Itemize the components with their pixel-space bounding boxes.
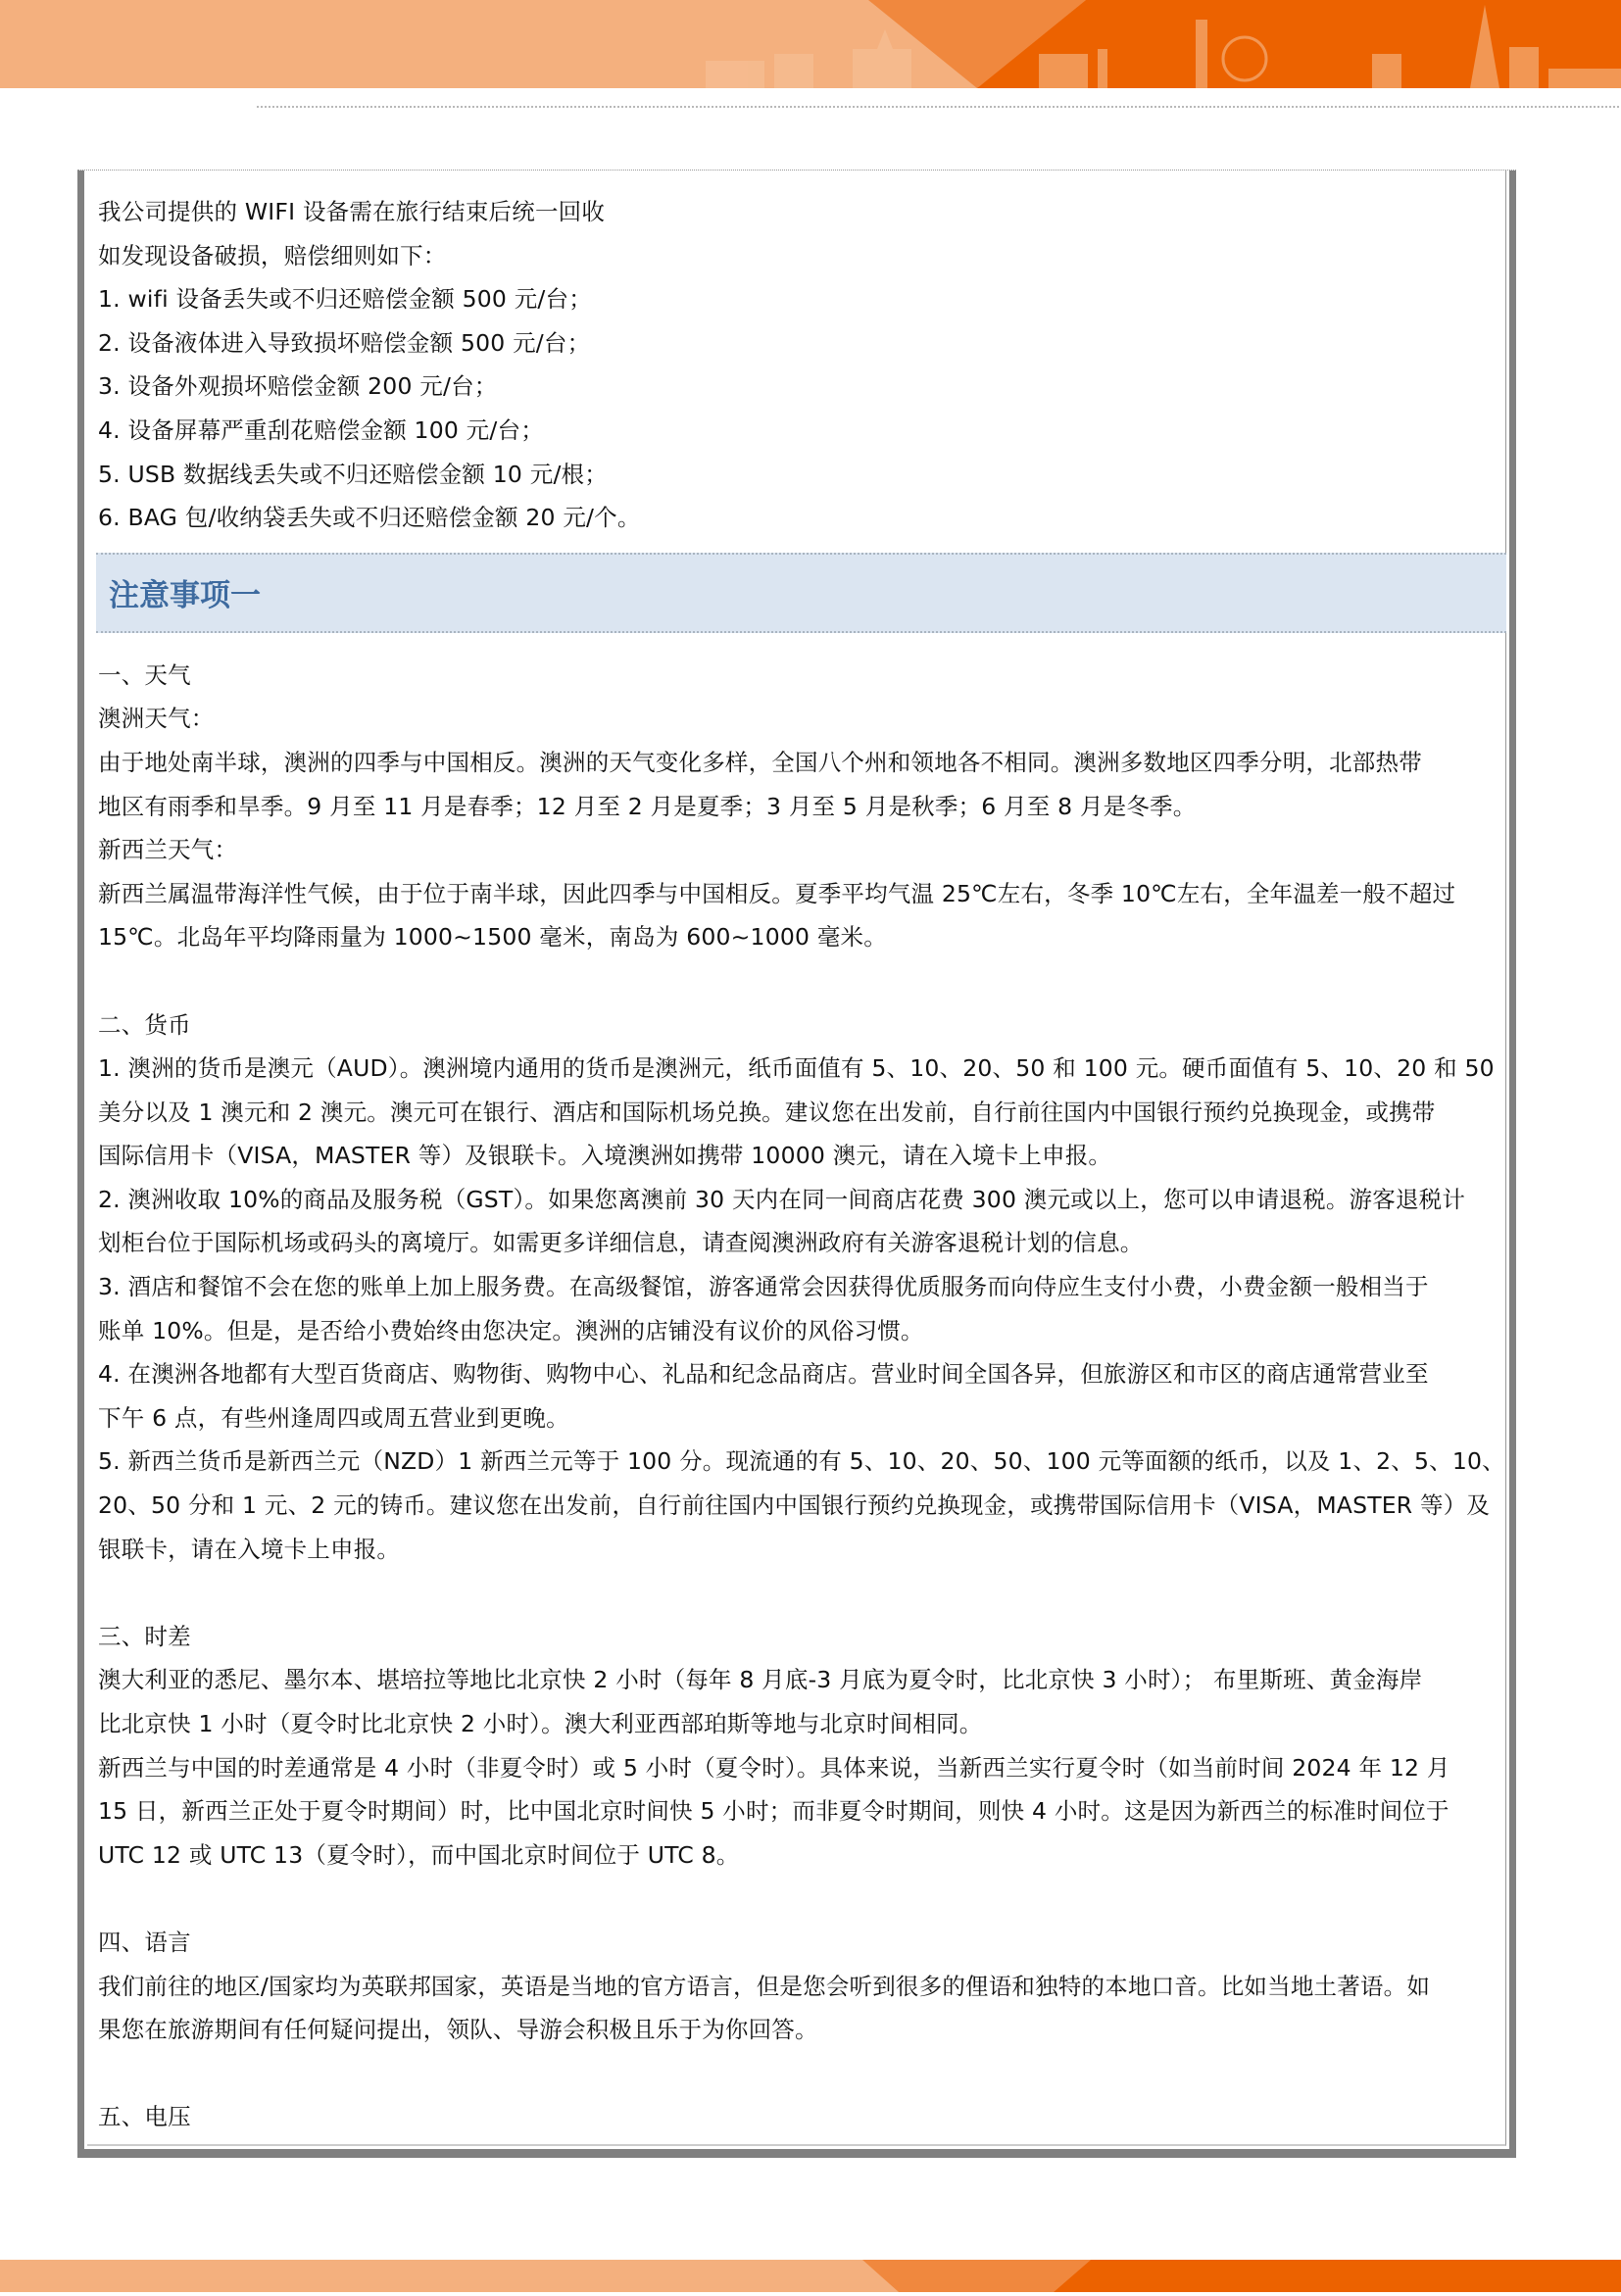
- text-line: 我们前往的地区/国家均为英联邦国家，英语是当地的官方语言，但是您会听到很多的俚语和独特的本地口音。比如当地土著语。如: [98, 1972, 1431, 2000]
- blank-line: [98, 2052, 1505, 2096]
- wifi-notice: [98, 190, 1505, 540]
- blank-line: [98, 959, 1505, 1003]
- text-line: 划柜台位于国际机场或码头的离境厅。如需更多详细信息，请查阅澳洲政府有关游客退税计划的信息。: [98, 1229, 1144, 1257]
- content-frame: [77, 170, 1516, 2158]
- text-line: 下午 6 点，有些州逢周四或周五营业到更晚。: [98, 1403, 569, 1432]
- wifi-notice-line: 1. wifi 设备丢失或不归还赔偿金额 500 元/台；: [98, 285, 592, 314]
- section-heading: [96, 553, 1506, 633]
- text-line: 果您在旅游期间有任何疑问提出，领队、导游会积极且乐于为你回答。: [98, 2016, 818, 2044]
- text-line: 15℃。北岛年平均降雨量为 1000~1500 毫米，南岛为 600~1000 毫米。: [98, 923, 887, 952]
- wifi-notice-line: 6. BAG 包/收纳袋丢失或不归还赔偿金额 20 元/个。: [98, 504, 641, 532]
- notice-body: [98, 654, 1505, 2139]
- text-line: 4. 在澳洲各地都有大型百货商店、购物街、购物中心、礼品和纪念品商店。营业时间全国各异，但旅游区和市区的商店通常营业至: [98, 1360, 1429, 1389]
- text-line: 2. 澳洲收取 10%的商品及服务税（GST）。如果您离澳前 30 天内在同一间商店花费 300 澳元或以上，您可以申请退税。游客退税计: [98, 1185, 1466, 1213]
- content-body: [98, 190, 1505, 2139]
- text-line: 五、电压: [98, 2103, 191, 2131]
- text-line: 一、天气: [98, 660, 191, 689]
- blank-line: [98, 1571, 1505, 1615]
- wifi-notice-line: 2. 设备液体进入导致损坏赔偿金额 500 元/台；: [98, 328, 591, 357]
- text-line: 由于地处南半球，澳洲的四季与中国相反。澳洲的天气变化多样，全国八个州和领地各不相同。澳洲多数地区四季分明，北部热带: [98, 748, 1422, 776]
- text-line: 账单 10%。但是，是否给小费始终由您决定。澳洲的店铺没有议价的风俗习惯。: [98, 1316, 924, 1344]
- text-line: 银联卡，请在入境卡上申报。: [98, 1535, 401, 1563]
- text-line: 3. 酒店和餐馆不会在您的账单上加上服务费。在高级餐馆，游客通常会因获得优质服务而向侍应生支付小费，小费金额一般相当于: [98, 1273, 1429, 1301]
- wifi-notice-line: 3. 设备外观损坏赔偿金额 200 元/台；: [98, 372, 498, 401]
- wifi-notice-line: 如发现设备破损，赔偿细则如下：: [98, 241, 447, 269]
- wifi-notice-line: 我公司提供的 WIFI 设备需在旅行结束后统一回收: [98, 198, 606, 225]
- text-line: 国际信用卡（VISA，MASTER 等）及银联卡。入境澳洲如携带 10000 澳元，请在入境卡上申报。: [98, 1142, 1112, 1170]
- footer-banner: [0, 2260, 1621, 2292]
- text-line: 比北京快 1 小时（夏令时比北京快 2 小时）。澳大利亚西部珀斯等地与北京时间相同。: [98, 1710, 983, 1737]
- text-line: 美分以及 1 澳元和 2 澳元。澳元可在银行、酒店和国际机场兑换。建议您在出发前，自行前往国内中国银行预约兑换现金，或携带: [98, 1098, 1436, 1126]
- wifi-notice-line: 5. USB 数据线丢失或不归还赔偿金额 10 元/根；: [98, 460, 608, 488]
- text-line: 二、货币: [98, 1010, 191, 1039]
- footer-banner-graphic: [0, 2260, 1621, 2292]
- text-line: 澳大利亚的悉尼、墨尔本、堪培拉等地比北京快 2 小时（每年 8 月底-3 月底为夏令时，比北京快 3 小时）； 布里斯班、黄金海岸: [98, 1666, 1423, 1694]
- text-line: 1. 澳洲的货币是澳元（AUD）。澳洲境内通用的货币是澳洲元，纸币面值有 5、10、20、50 和 100 元。硬币面值有 5、10、20 和 50: [98, 1054, 1495, 1083]
- header-banner: [0, 0, 1621, 88]
- header-divider: [257, 106, 1619, 108]
- text-line: 地区有雨季和旱季。9 月至 11 月是春季；12 月至 2 月是夏季；3 月至 5 月是秋季；6 月至 8 月是冬季。: [98, 792, 1197, 820]
- text-line: 新西兰与中国的时差通常是 4 小时（非夏令时）或 5 小时（夏令时）。具体来说，当新西兰实行夏令时（如当前时间 2024 年 12 月: [98, 1753, 1450, 1782]
- text-line: 新西兰属温带海洋性气候，由于位于南半球，因此四季与中国相反。夏季平均气温 25℃左右，冬季 10℃左右，全年温差一般不超过: [98, 879, 1456, 907]
- text-line: 新西兰天气：: [98, 836, 238, 864]
- text-line: 四、语言: [98, 1928, 191, 1956]
- text-line: 15 日，新西兰正处于夏令时期间）时，比中国北京时间快 5 小时；而非夏令时期间，则快 4 小时。这是因为新西兰的标准时间位于: [98, 1797, 1449, 1826]
- blank-line: [98, 1877, 1505, 1921]
- text-line: UTC 12 或 UTC 13（夏令时），而中国北京时间位于 UTC 8。: [98, 1840, 740, 1869]
- text-line: 澳洲天气：: [98, 705, 215, 733]
- text-line: 5. 新西兰货币是新西兰元（NZD）1 新西兰元等于 100 分。现流通的有 5、10、20、50、100 元等面额的纸币，以及 1、2、5、10、: [98, 1447, 1505, 1476]
- skyline-banner-graphic: [0, 0, 1621, 88]
- section-title: 注意事项一: [109, 578, 261, 614]
- text-line: 20、50 分和 1 元、2 元的铸币。建议您在出发前，自行前往国内中国银行预约兑换现金，或携带国际信用卡（VISA，MASTER 等）及: [98, 1491, 1491, 1520]
- text-line: 三、时差: [98, 1622, 191, 1650]
- wifi-notice-line: 4. 设备屏幕严重刮花赔偿金额 100 元/台；: [98, 415, 544, 444]
